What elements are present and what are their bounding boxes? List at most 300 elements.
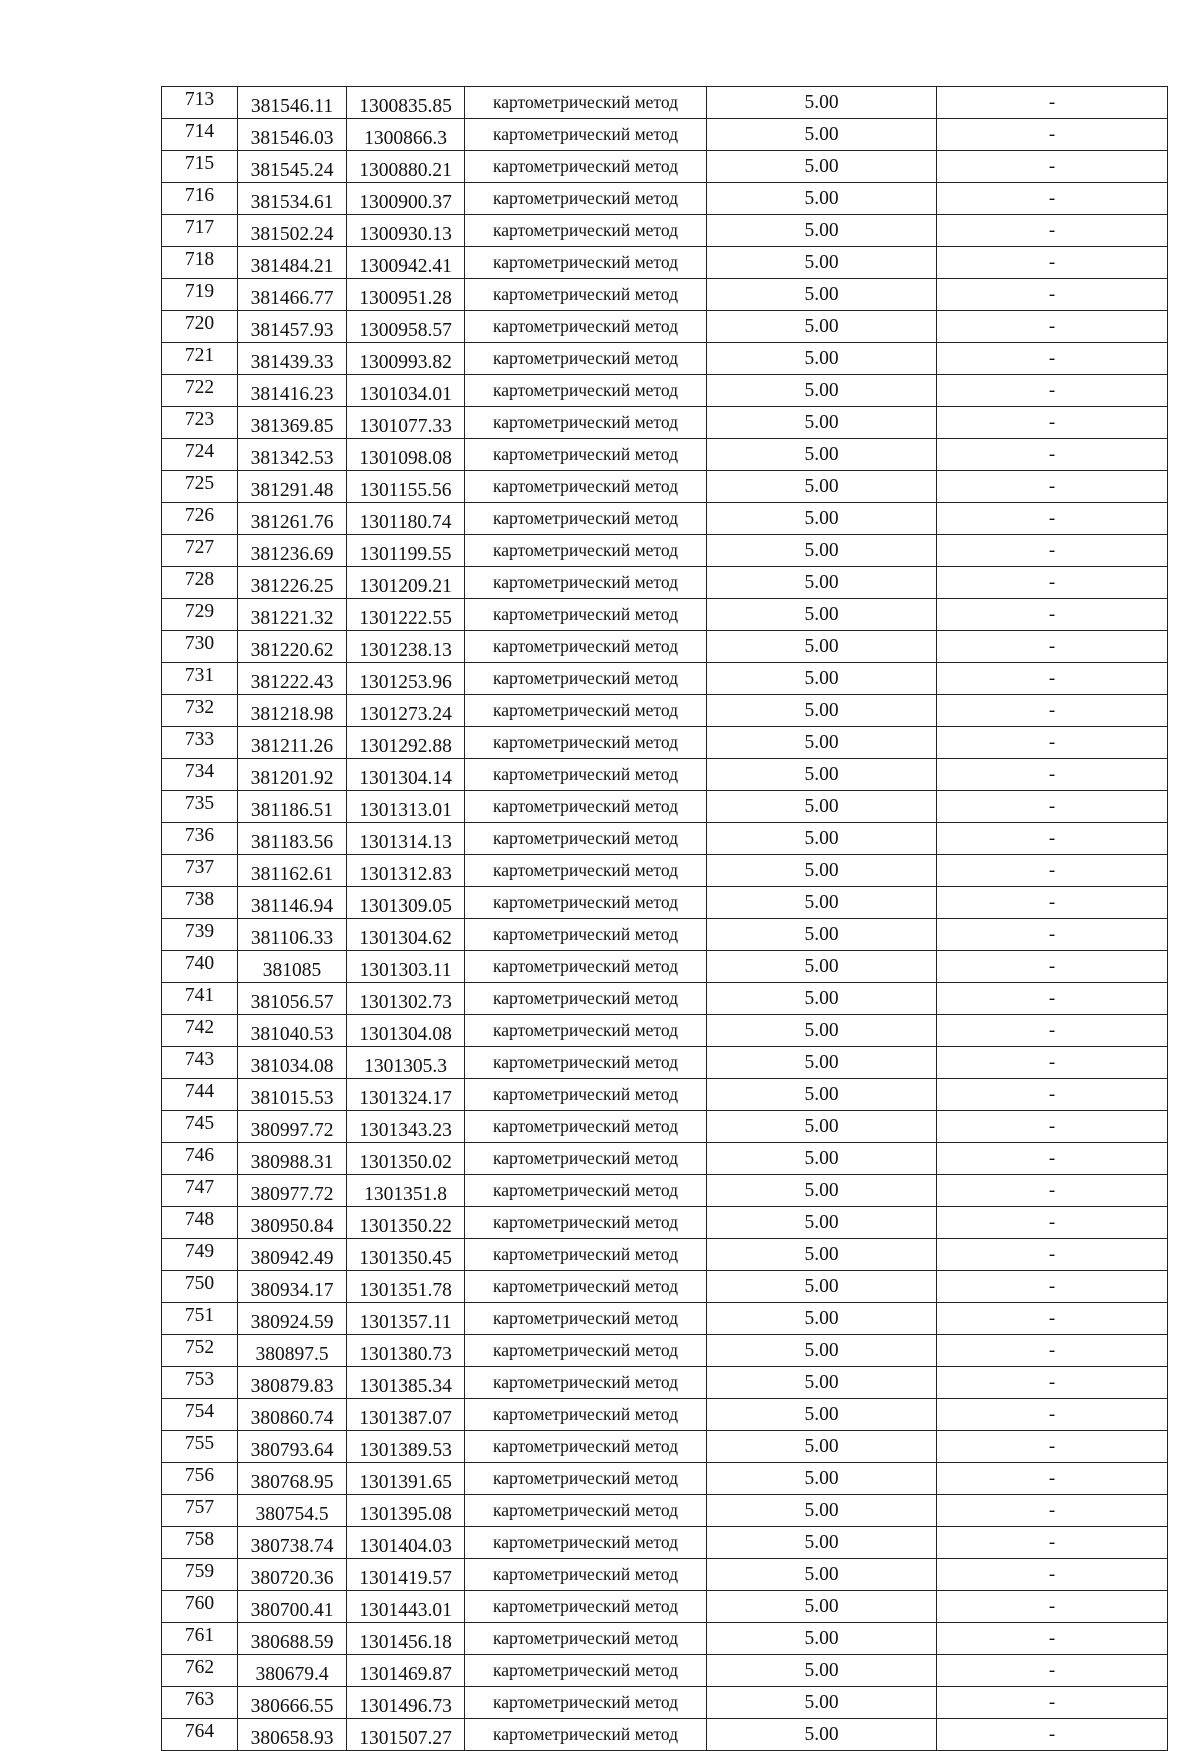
x-coordinate-cell: 381291.48	[238, 471, 347, 503]
y-coordinate-cell: 1301380.73	[347, 1335, 465, 1367]
point-number-cell: 716	[162, 183, 238, 215]
note-cell: -	[937, 567, 1168, 599]
note-cell: -	[937, 631, 1168, 663]
method-cell: картометрический метод	[465, 1335, 707, 1367]
accuracy-cell: 5.00	[707, 855, 937, 887]
method-cell: картометрический метод	[465, 1687, 707, 1719]
y-coordinate-cell: 1301304.14	[347, 759, 465, 791]
y-coordinate-cell: 1300942.41	[347, 247, 465, 279]
note-cell: -	[937, 375, 1168, 407]
accuracy-cell: 5.00	[707, 375, 937, 407]
table-row	[162, 1591, 1168, 1623]
x-coordinate-cell: 380720.36	[238, 1559, 347, 1591]
y-coordinate-cell: 1301351.78	[347, 1271, 465, 1303]
note-cell: -	[937, 1431, 1168, 1463]
accuracy-cell: 5.00	[707, 1239, 937, 1271]
note-cell: -	[937, 1623, 1168, 1655]
note-cell: -	[937, 951, 1168, 983]
point-number-cell: 717	[162, 215, 238, 247]
table-row	[162, 119, 1168, 151]
x-coordinate-cell: 380950.84	[238, 1207, 347, 1239]
point-number-cell: 738	[162, 887, 238, 919]
note-cell: -	[937, 1239, 1168, 1271]
note-cell: -	[937, 1591, 1168, 1623]
x-coordinate-cell: 381226.25	[238, 567, 347, 599]
point-number-cell: 715	[162, 151, 238, 183]
point-number-cell: 754	[162, 1399, 238, 1431]
point-number-cell: 749	[162, 1239, 238, 1271]
x-coordinate-cell: 381034.08	[238, 1047, 347, 1079]
method-cell: картометрический метод	[465, 567, 707, 599]
x-coordinate-cell: 381502.24	[238, 215, 347, 247]
accuracy-cell: 5.00	[707, 1559, 937, 1591]
note-cell: -	[937, 279, 1168, 311]
note-cell: -	[937, 1047, 1168, 1079]
method-cell: картометрический метод	[465, 855, 707, 887]
method-cell: картометрический метод	[465, 1015, 707, 1047]
y-coordinate-cell: 1301155.56	[347, 471, 465, 503]
accuracy-cell: 5.00	[707, 1015, 937, 1047]
point-number-cell: 732	[162, 695, 238, 727]
accuracy-cell: 5.00	[707, 471, 937, 503]
x-coordinate-cell: 381546.03	[238, 119, 347, 151]
y-coordinate-cell: 1300880.21	[347, 151, 465, 183]
note-cell: -	[937, 759, 1168, 791]
accuracy-cell: 5.00	[707, 631, 937, 663]
y-coordinate-cell: 1301357.11	[347, 1303, 465, 1335]
table-row	[162, 1175, 1168, 1207]
accuracy-cell: 5.00	[707, 759, 937, 791]
accuracy-cell: 5.00	[707, 567, 937, 599]
y-coordinate-cell: 1301404.03	[347, 1527, 465, 1559]
x-coordinate-cell: 380860.74	[238, 1399, 347, 1431]
accuracy-cell: 5.00	[707, 695, 937, 727]
x-coordinate-cell: 381342.53	[238, 439, 347, 471]
x-coordinate-cell: 381534.61	[238, 183, 347, 215]
method-cell: картометрический метод	[465, 1559, 707, 1591]
table-row	[162, 1559, 1168, 1591]
x-coordinate-cell: 381369.85	[238, 407, 347, 439]
note-cell: -	[937, 1207, 1168, 1239]
table-row	[162, 599, 1168, 631]
coordinates-table	[161, 86, 1168, 1751]
point-number-cell: 720	[162, 311, 238, 343]
point-number-cell: 756	[162, 1463, 238, 1495]
note-cell: -	[937, 1367, 1168, 1399]
table-row	[162, 1655, 1168, 1687]
table-row	[162, 1527, 1168, 1559]
y-coordinate-cell: 1301309.05	[347, 887, 465, 919]
y-coordinate-cell: 1301034.01	[347, 375, 465, 407]
accuracy-cell: 5.00	[707, 183, 937, 215]
method-cell: картометрический метод	[465, 983, 707, 1015]
accuracy-cell: 5.00	[707, 1719, 937, 1751]
point-number-cell: 757	[162, 1495, 238, 1527]
point-number-cell: 734	[162, 759, 238, 791]
x-coordinate-cell: 380666.55	[238, 1687, 347, 1719]
table-row	[162, 1623, 1168, 1655]
point-number-cell: 747	[162, 1175, 238, 1207]
method-cell: картометрический метод	[465, 1591, 707, 1623]
y-coordinate-cell: 1301304.62	[347, 919, 465, 951]
accuracy-cell: 5.00	[707, 791, 937, 823]
x-coordinate-cell: 381545.24	[238, 151, 347, 183]
note-cell: -	[937, 1303, 1168, 1335]
point-number-cell: 744	[162, 1079, 238, 1111]
table-row	[162, 1399, 1168, 1431]
accuracy-cell: 5.00	[707, 1175, 937, 1207]
point-number-cell: 735	[162, 791, 238, 823]
y-coordinate-cell: 1301098.08	[347, 439, 465, 471]
table-row	[162, 1367, 1168, 1399]
note-cell: -	[937, 1719, 1168, 1751]
note-cell: -	[937, 823, 1168, 855]
table-row	[162, 1463, 1168, 1495]
note-cell: -	[937, 727, 1168, 759]
table-row	[162, 1303, 1168, 1335]
point-number-cell: 729	[162, 599, 238, 631]
note-cell: -	[937, 471, 1168, 503]
method-cell: картометрический метод	[465, 407, 707, 439]
point-number-cell: 722	[162, 375, 238, 407]
method-cell: картометрический метод	[465, 951, 707, 983]
table-row	[162, 439, 1168, 471]
accuracy-cell: 5.00	[707, 1527, 937, 1559]
accuracy-cell: 5.00	[707, 151, 937, 183]
y-coordinate-cell: 1301387.07	[347, 1399, 465, 1431]
x-coordinate-cell: 381015.53	[238, 1079, 347, 1111]
table-row	[162, 279, 1168, 311]
note-cell: -	[937, 1495, 1168, 1527]
accuracy-cell: 5.00	[707, 503, 937, 535]
y-coordinate-cell: 1301180.74	[347, 503, 465, 535]
point-number-cell: 728	[162, 567, 238, 599]
note-cell: -	[937, 663, 1168, 695]
x-coordinate-cell: 381211.26	[238, 727, 347, 759]
coordinates-table-body	[162, 87, 1168, 1751]
accuracy-cell: 5.00	[707, 1687, 937, 1719]
method-cell: картометрический метод	[465, 1271, 707, 1303]
method-cell: картометрический метод	[465, 1175, 707, 1207]
method-cell: картометрический метод	[465, 247, 707, 279]
y-coordinate-cell: 1301350.22	[347, 1207, 465, 1239]
x-coordinate-cell: 381222.43	[238, 663, 347, 695]
table-row	[162, 183, 1168, 215]
table-row	[162, 1687, 1168, 1719]
y-coordinate-cell: 1301199.55	[347, 535, 465, 567]
x-coordinate-cell: 381416.23	[238, 375, 347, 407]
y-coordinate-cell: 1301313.01	[347, 791, 465, 823]
accuracy-cell: 5.00	[707, 599, 937, 631]
method-cell: картометрический метод	[465, 439, 707, 471]
point-number-cell: 723	[162, 407, 238, 439]
x-coordinate-cell: 381261.76	[238, 503, 347, 535]
accuracy-cell: 5.00	[707, 1623, 937, 1655]
accuracy-cell: 5.00	[707, 1463, 937, 1495]
point-number-cell: 764	[162, 1719, 238, 1751]
x-coordinate-cell: 380934.17	[238, 1271, 347, 1303]
accuracy-cell: 5.00	[707, 407, 937, 439]
y-coordinate-cell: 1301238.13	[347, 631, 465, 663]
note-cell: -	[937, 919, 1168, 951]
x-coordinate-cell: 381106.33	[238, 919, 347, 951]
table-row	[162, 791, 1168, 823]
accuracy-cell: 5.00	[707, 1495, 937, 1527]
x-coordinate-cell: 381218.98	[238, 695, 347, 727]
point-number-cell: 762	[162, 1655, 238, 1687]
point-number-cell: 718	[162, 247, 238, 279]
y-coordinate-cell: 1301385.34	[347, 1367, 465, 1399]
y-coordinate-cell: 1301303.11	[347, 951, 465, 983]
note-cell: -	[937, 119, 1168, 151]
x-coordinate-cell: 380754.5	[238, 1495, 347, 1527]
method-cell: картометрический метод	[465, 1111, 707, 1143]
method-cell: картометрический метод	[465, 1431, 707, 1463]
y-coordinate-cell: 1301273.24	[347, 695, 465, 727]
accuracy-cell: 5.00	[707, 1335, 937, 1367]
method-cell: картометрический метод	[465, 727, 707, 759]
x-coordinate-cell: 381220.62	[238, 631, 347, 663]
y-coordinate-cell: 1301456.18	[347, 1623, 465, 1655]
accuracy-cell: 5.00	[707, 983, 937, 1015]
accuracy-cell: 5.00	[707, 535, 937, 567]
y-coordinate-cell: 1301389.53	[347, 1431, 465, 1463]
method-cell: картометрический метод	[465, 759, 707, 791]
method-cell: картометрический метод	[465, 1367, 707, 1399]
y-coordinate-cell: 1301222.55	[347, 599, 465, 631]
note-cell: -	[937, 247, 1168, 279]
method-cell: картометрический метод	[465, 599, 707, 631]
note-cell: -	[937, 1527, 1168, 1559]
y-coordinate-cell: 1301304.08	[347, 1015, 465, 1047]
method-cell: картометрический метод	[465, 887, 707, 919]
accuracy-cell: 5.00	[707, 663, 937, 695]
point-number-cell: 759	[162, 1559, 238, 1591]
x-coordinate-cell: 380942.49	[238, 1239, 347, 1271]
table-row	[162, 407, 1168, 439]
note-cell: -	[937, 1271, 1168, 1303]
table-row	[162, 1495, 1168, 1527]
point-number-cell: 761	[162, 1623, 238, 1655]
y-coordinate-cell: 1300866.3	[347, 119, 465, 151]
x-coordinate-cell: 380977.72	[238, 1175, 347, 1207]
note-cell: -	[937, 855, 1168, 887]
table-row	[162, 695, 1168, 727]
y-coordinate-cell: 1300930.13	[347, 215, 465, 247]
point-number-cell: 748	[162, 1207, 238, 1239]
point-number-cell: 742	[162, 1015, 238, 1047]
point-number-cell: 760	[162, 1591, 238, 1623]
table-row	[162, 535, 1168, 567]
note-cell: -	[937, 1015, 1168, 1047]
method-cell: картометрический метод	[465, 215, 707, 247]
y-coordinate-cell: 1301395.08	[347, 1495, 465, 1527]
accuracy-cell: 5.00	[707, 215, 937, 247]
point-number-cell: 743	[162, 1047, 238, 1079]
method-cell: картометрический метод	[465, 663, 707, 695]
x-coordinate-cell: 381146.94	[238, 887, 347, 919]
accuracy-cell: 5.00	[707, 87, 937, 119]
point-number-cell: 758	[162, 1527, 238, 1559]
table-row	[162, 247, 1168, 279]
y-coordinate-cell: 1301391.65	[347, 1463, 465, 1495]
point-number-cell: 730	[162, 631, 238, 663]
accuracy-cell: 5.00	[707, 1111, 937, 1143]
x-coordinate-cell: 380768.95	[238, 1463, 347, 1495]
accuracy-cell: 5.00	[707, 1591, 937, 1623]
y-coordinate-cell: 1301314.13	[347, 823, 465, 855]
x-coordinate-cell: 381056.57	[238, 983, 347, 1015]
point-number-cell: 731	[162, 663, 238, 695]
y-coordinate-cell: 1301302.73	[347, 983, 465, 1015]
x-coordinate-cell: 380897.5	[238, 1335, 347, 1367]
method-cell: картометрический метод	[465, 535, 707, 567]
accuracy-cell: 5.00	[707, 1399, 937, 1431]
point-number-cell: 751	[162, 1303, 238, 1335]
y-coordinate-cell: 1301324.17	[347, 1079, 465, 1111]
method-cell: картометрический метод	[465, 919, 707, 951]
method-cell: картометрический метод	[465, 1527, 707, 1559]
table-row	[162, 919, 1168, 951]
accuracy-cell: 5.00	[707, 119, 937, 151]
note-cell: -	[937, 695, 1168, 727]
point-number-cell: 741	[162, 983, 238, 1015]
table-row	[162, 1015, 1168, 1047]
table-row	[162, 215, 1168, 247]
y-coordinate-cell: 1300835.85	[347, 87, 465, 119]
method-cell: картометрический метод	[465, 1239, 707, 1271]
point-number-cell: 727	[162, 535, 238, 567]
table-row	[162, 567, 1168, 599]
point-number-cell: 721	[162, 343, 238, 375]
method-cell: картометрический метод	[465, 1047, 707, 1079]
point-number-cell: 746	[162, 1143, 238, 1175]
accuracy-cell: 5.00	[707, 727, 937, 759]
point-number-cell: 750	[162, 1271, 238, 1303]
note-cell: -	[937, 1143, 1168, 1175]
accuracy-cell: 5.00	[707, 1431, 937, 1463]
point-number-cell: 739	[162, 919, 238, 951]
method-cell: картометрический метод	[465, 1079, 707, 1111]
x-coordinate-cell: 380700.41	[238, 1591, 347, 1623]
y-coordinate-cell: 1301209.21	[347, 567, 465, 599]
x-coordinate-cell: 380924.59	[238, 1303, 347, 1335]
point-number-cell: 724	[162, 439, 238, 471]
table-row	[162, 727, 1168, 759]
note-cell: -	[937, 599, 1168, 631]
table-row	[162, 503, 1168, 535]
x-coordinate-cell: 381183.56	[238, 823, 347, 855]
note-cell: -	[937, 87, 1168, 119]
note-cell: -	[937, 983, 1168, 1015]
x-coordinate-cell: 380738.74	[238, 1527, 347, 1559]
x-coordinate-cell: 380879.83	[238, 1367, 347, 1399]
note-cell: -	[937, 1079, 1168, 1111]
note-cell: -	[937, 535, 1168, 567]
x-coordinate-cell: 381040.53	[238, 1015, 347, 1047]
note-cell: -	[937, 1399, 1168, 1431]
note-cell: -	[937, 503, 1168, 535]
point-number-cell: 725	[162, 471, 238, 503]
accuracy-cell: 5.00	[707, 1367, 937, 1399]
table-row	[162, 663, 1168, 695]
x-coordinate-cell: 381162.61	[238, 855, 347, 887]
method-cell: картометрический метод	[465, 183, 707, 215]
note-cell: -	[937, 407, 1168, 439]
y-coordinate-cell: 1300993.82	[347, 343, 465, 375]
point-number-cell: 737	[162, 855, 238, 887]
x-coordinate-cell: 380997.72	[238, 1111, 347, 1143]
table-row	[162, 1431, 1168, 1463]
accuracy-cell: 5.00	[707, 951, 937, 983]
table-row	[162, 983, 1168, 1015]
accuracy-cell: 5.00	[707, 823, 937, 855]
y-coordinate-cell: 1301305.3	[347, 1047, 465, 1079]
method-cell: картометрический метод	[465, 1399, 707, 1431]
y-coordinate-cell: 1300958.57	[347, 311, 465, 343]
method-cell: картометрический метод	[465, 343, 707, 375]
point-number-cell: 736	[162, 823, 238, 855]
method-cell: картометрический метод	[465, 1719, 707, 1751]
table-row	[162, 1047, 1168, 1079]
method-cell: картометрический метод	[465, 1623, 707, 1655]
table-row	[162, 1271, 1168, 1303]
table-row	[162, 87, 1168, 119]
point-number-cell: 740	[162, 951, 238, 983]
method-cell: картометрический метод	[465, 1303, 707, 1335]
y-coordinate-cell: 1300951.28	[347, 279, 465, 311]
y-coordinate-cell: 1301077.33	[347, 407, 465, 439]
note-cell: -	[937, 1463, 1168, 1495]
method-cell: картометрический метод	[465, 375, 707, 407]
table-row	[162, 855, 1168, 887]
accuracy-cell: 5.00	[707, 1143, 937, 1175]
method-cell: картометрический метод	[465, 279, 707, 311]
table-row	[162, 887, 1168, 919]
note-cell: -	[937, 791, 1168, 823]
accuracy-cell: 5.00	[707, 1207, 937, 1239]
method-cell: картометрический метод	[465, 503, 707, 535]
accuracy-cell: 5.00	[707, 1655, 937, 1687]
y-coordinate-cell: 1301419.57	[347, 1559, 465, 1591]
point-number-cell: 714	[162, 119, 238, 151]
table-row	[162, 1079, 1168, 1111]
table-row	[162, 343, 1168, 375]
accuracy-cell: 5.00	[707, 311, 937, 343]
y-coordinate-cell: 1301496.73	[347, 1687, 465, 1719]
table-row	[162, 759, 1168, 791]
table-row	[162, 631, 1168, 663]
x-coordinate-cell: 381546.11	[238, 87, 347, 119]
x-coordinate-cell: 381186.51	[238, 791, 347, 823]
note-cell: -	[937, 215, 1168, 247]
accuracy-cell: 5.00	[707, 919, 937, 951]
y-coordinate-cell: 1301351.8	[347, 1175, 465, 1207]
table-row	[162, 471, 1168, 503]
method-cell: картометрический метод	[465, 1495, 707, 1527]
y-coordinate-cell: 1301343.23	[347, 1111, 465, 1143]
accuracy-cell: 5.00	[707, 1271, 937, 1303]
method-cell: картометрический метод	[465, 823, 707, 855]
table-row	[162, 1335, 1168, 1367]
x-coordinate-cell: 381457.93	[238, 311, 347, 343]
note-cell: -	[937, 439, 1168, 471]
x-coordinate-cell: 381439.33	[238, 343, 347, 375]
point-number-cell: 763	[162, 1687, 238, 1719]
method-cell: картометрический метод	[465, 87, 707, 119]
method-cell: картометрический метод	[465, 1143, 707, 1175]
x-coordinate-cell: 380688.59	[238, 1623, 347, 1655]
